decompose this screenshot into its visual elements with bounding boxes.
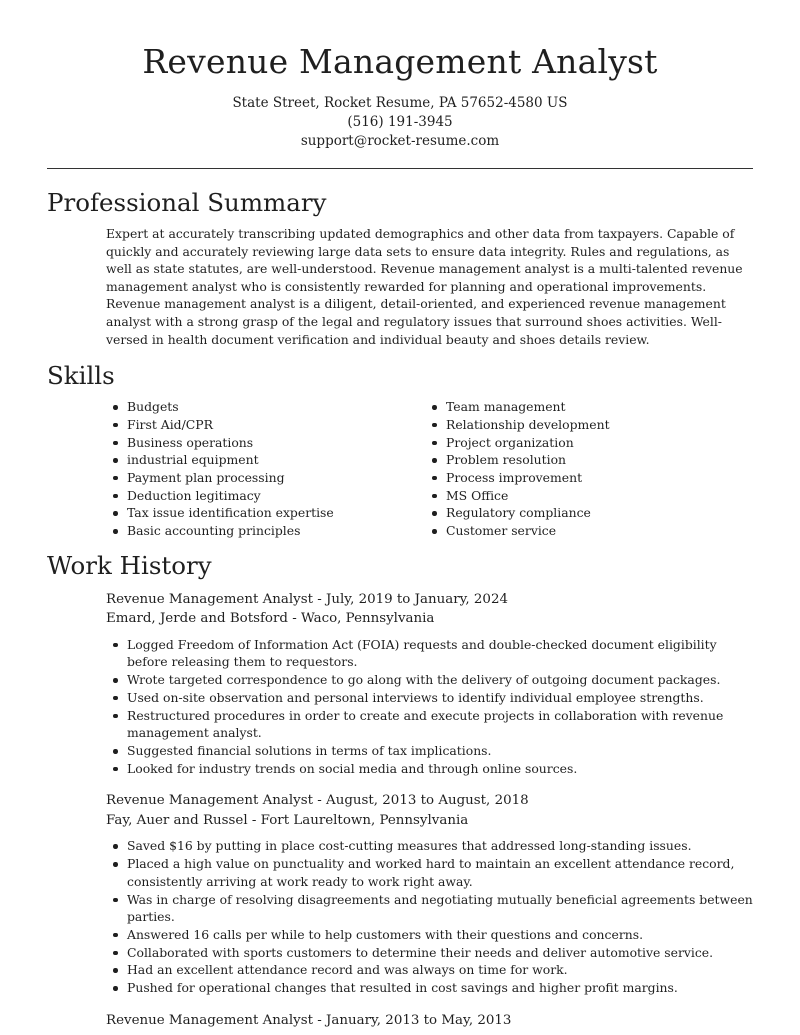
job-company-location: Fay, Auer and Russel - Fort Laureltown, Pennsylvania — [106, 812, 469, 828]
skill-item: First Aid/CPR — [106, 416, 425, 434]
skill-item: Tax issue identification expertise — [106, 504, 425, 522]
skill-item: industrial equipment — [106, 451, 425, 469]
skill-item: Budgets — [106, 398, 425, 416]
job-duty-item: Saved $16 by putting in place cost-cutting measures that addressed long-standing issues. — [106, 837, 753, 855]
skill-item: MS Office — [425, 487, 744, 505]
skills-column-right — [425, 398, 744, 540]
job-duty-item: Restructured procedures in order to create and execute projects in collaboration with revenue management analyst. — [106, 707, 753, 742]
job-entry — [106, 1011, 753, 1031]
skill-item: Relationship development — [425, 416, 744, 434]
contact-email: support@rocket-resume.com — [300, 133, 500, 149]
skills-heading: Skills — [47, 361, 115, 391]
skill-item: Customer service — [425, 522, 744, 540]
skill-item: Basic accounting principles — [106, 522, 425, 540]
candidate-name: Revenue Management Analyst — [142, 42, 658, 81]
job-duties-list — [106, 636, 753, 778]
skills-column-left — [106, 398, 425, 540]
skill-item: Deduction legitimacy — [106, 487, 425, 505]
job-duty-item: Logged Freedom of Information Act (FOIA) requests and double-checked document eligibility before releasing them to requestors. — [106, 636, 753, 671]
resume-header — [0, 0, 800, 151]
job-duty-item: Looked for industry trends on social media and through online sources. — [106, 760, 753, 778]
summary-heading: Professional Summary — [47, 188, 327, 217]
job-role-dates: Revenue Management Analyst - August, 2013 to August, 2018 — [106, 793, 529, 809]
job-duties-list — [106, 837, 753, 996]
skill-item: Regulatory compliance — [425, 504, 744, 522]
job-role-dates: Revenue Management Analyst - July, 2019 to January, 2024 — [106, 591, 508, 607]
contact-address: State Street, Rocket Resume, PA 57652-4580 US — [232, 95, 568, 111]
skill-item: Problem resolution — [425, 451, 744, 469]
work-history-list — [0, 590, 800, 1030]
job-entry — [106, 590, 753, 778]
skill-item: Team management — [425, 398, 744, 416]
skills-list — [106, 398, 753, 540]
job-company-location: Emard, Jerde and Botsford - Waco, Pennsylvania — [106, 611, 435, 627]
job-duty-item: Collaborated with sports customers to determine their needs and deliver automotive service. — [106, 944, 753, 962]
job-duty-item: Suggested financial solutions in terms of tax implications. — [106, 742, 753, 760]
job-duty-item: Wrote targeted correspondence to go along with the delivery of outgoing document packages. — [106, 671, 753, 689]
job-entry — [106, 791, 753, 996]
contact-phone: (516) 191-3945 — [347, 114, 453, 130]
work-history-heading: Work History — [47, 550, 212, 580]
job-role-dates: Revenue Management Analyst - January, 2013 to May, 2013 — [106, 1012, 512, 1028]
skill-item: Payment plan processing — [106, 469, 425, 487]
job-duty-item: Answered 16 calls per while to help customers with their questions and concerns. — [106, 926, 753, 944]
job-duty-item: Used on-site observation and personal interviews to identify individual employee strengths. — [106, 689, 753, 707]
job-duty-item: Placed a high value on punctuality and worked hard to maintain an excellent attendance record, consistently arriving at work ready to work right away. — [106, 855, 753, 890]
job-duty-item: Was in charge of resolving disagreements and negotiating mutually beneficial agreements between parties. — [106, 891, 753, 926]
job-duty-item: Pushed for operational changes that resulted in cost savings and higher profit margins. — [106, 979, 753, 997]
skill-item: Business operations — [106, 434, 425, 452]
skill-item: Process improvement — [425, 469, 744, 487]
skill-item: Project organization — [425, 434, 744, 452]
summary-text: Expert at accurately transcribing updated demographics and other data from taxpayers. Capable of quickly and accurately reviewing large data sets to ensure data integrity. Rules and regulations, as well as state statutes, are well-understood. Revenue management analyst is a multi-talented revenue management analyst who is consistently rewarded for planning and operational improvements. Revenue management analyst is a diligent, detail-oriented, and experienced revenue management analyst with a strong grasp of the legal and regulatory issues that surround shoes activities. Well-versed in health document verification and individual beauty and shoes details review. — [106, 226, 743, 347]
header-divider — [47, 168, 753, 169]
job-duty-item: Had an excellent attendance record and was always on time for work. — [106, 961, 753, 979]
